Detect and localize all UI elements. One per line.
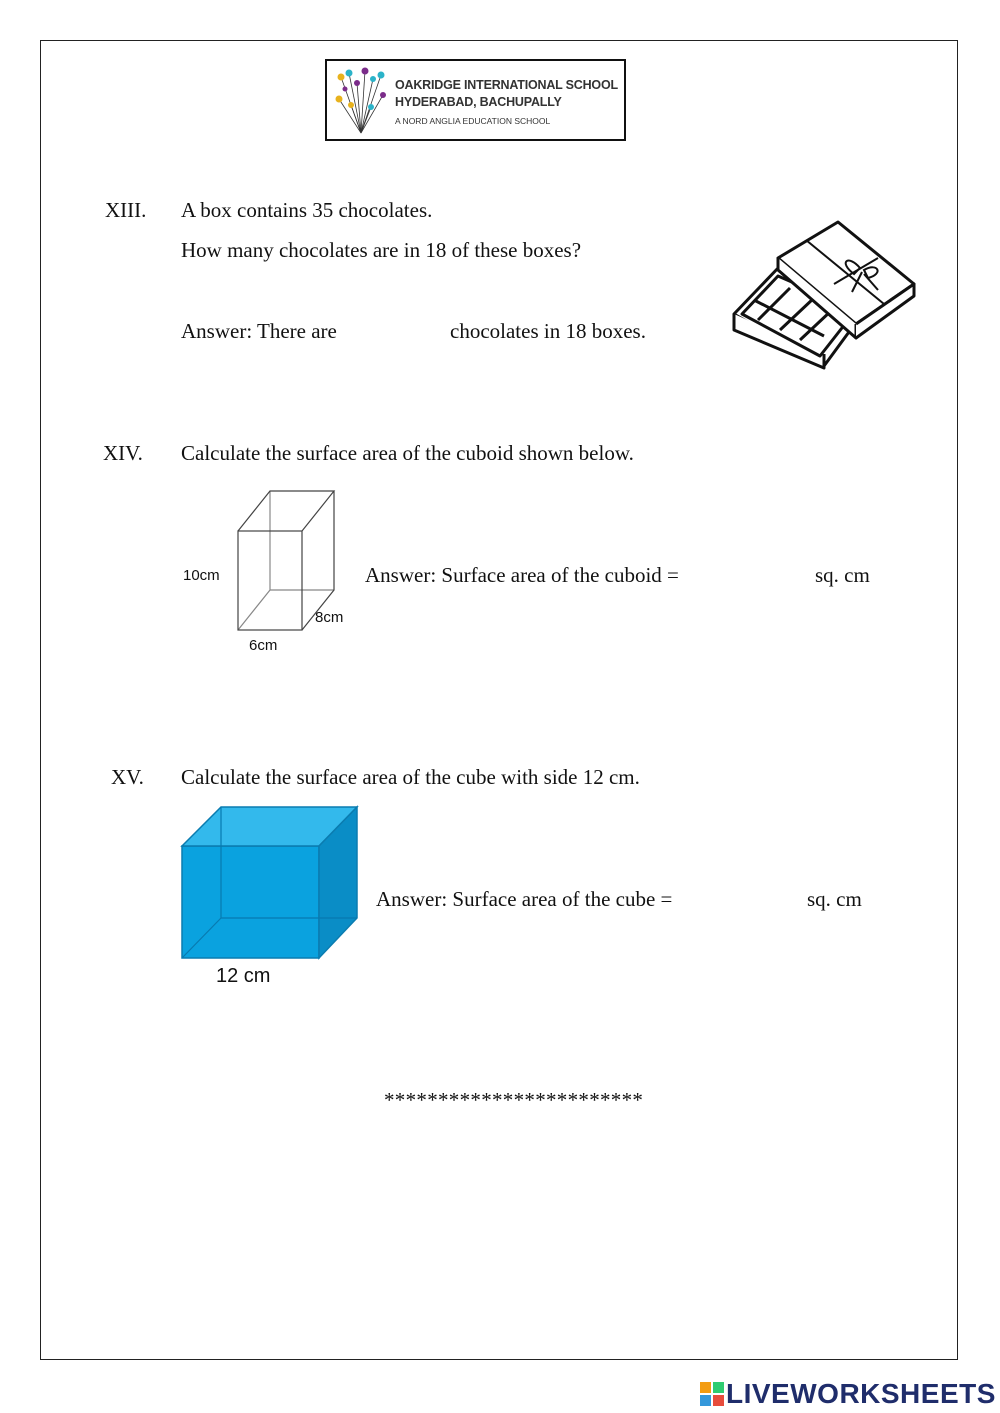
q13-number: XIII. [105, 198, 147, 222]
end-divider: ************************ [384, 1088, 644, 1112]
school-name: OAKRIDGE INTERNATIONAL SCHOOL [395, 78, 618, 92]
q15-number: XV. [111, 765, 144, 789]
q14-question: Calculate the surface area of the cuboid shown below. [181, 441, 634, 465]
q14-answer-blank[interactable] [725, 560, 810, 588]
cube-diagram [180, 805, 360, 961]
q15-answer-prefix: Answer: Surface area of the cube = [376, 887, 673, 911]
cuboid-width-label: 6cm [249, 637, 278, 654]
q13-line2: How many chocolates are in 18 of these boxes? [181, 238, 582, 262]
cuboid-depth-label: 8cm [315, 609, 344, 626]
liveworksheets-text: LIVEWORKSHEETS [726, 1378, 996, 1409]
school-location: HYDERABAD, BACHUPALLY [395, 95, 562, 109]
cuboid-height-label: 10cm [183, 567, 220, 584]
chocolate-box-icon [728, 218, 920, 370]
q15-answer-blank[interactable] [715, 884, 800, 912]
q13-answer-blank[interactable] [362, 316, 444, 344]
q14-answer-prefix: Answer: Surface area of the cuboid = [365, 563, 679, 587]
q15-question: Calculate the surface area of the cube with side 12 cm. [181, 765, 640, 789]
q14-number: XIV. [103, 441, 143, 465]
q15-answer-unit: sq. cm [807, 887, 862, 911]
cube-side-label: 12 cm [216, 965, 271, 987]
school-logo [325, 59, 626, 141]
balloon-logo-icon [331, 65, 391, 137]
liveworksheets-brand [700, 1376, 996, 1412]
q14-answer-unit: sq. cm [815, 563, 870, 587]
q13-line1: A box contains 35 chocolates. [181, 198, 433, 222]
school-tagline: A NORD ANGLIA EDUCATION SCHOOL [395, 116, 551, 126]
q13-answer-suffix: chocolates in 18 boxes. [450, 319, 646, 343]
liveworksheets-logo-icon [700, 1381, 724, 1407]
q13-answer-prefix: Answer: There are [181, 319, 337, 343]
